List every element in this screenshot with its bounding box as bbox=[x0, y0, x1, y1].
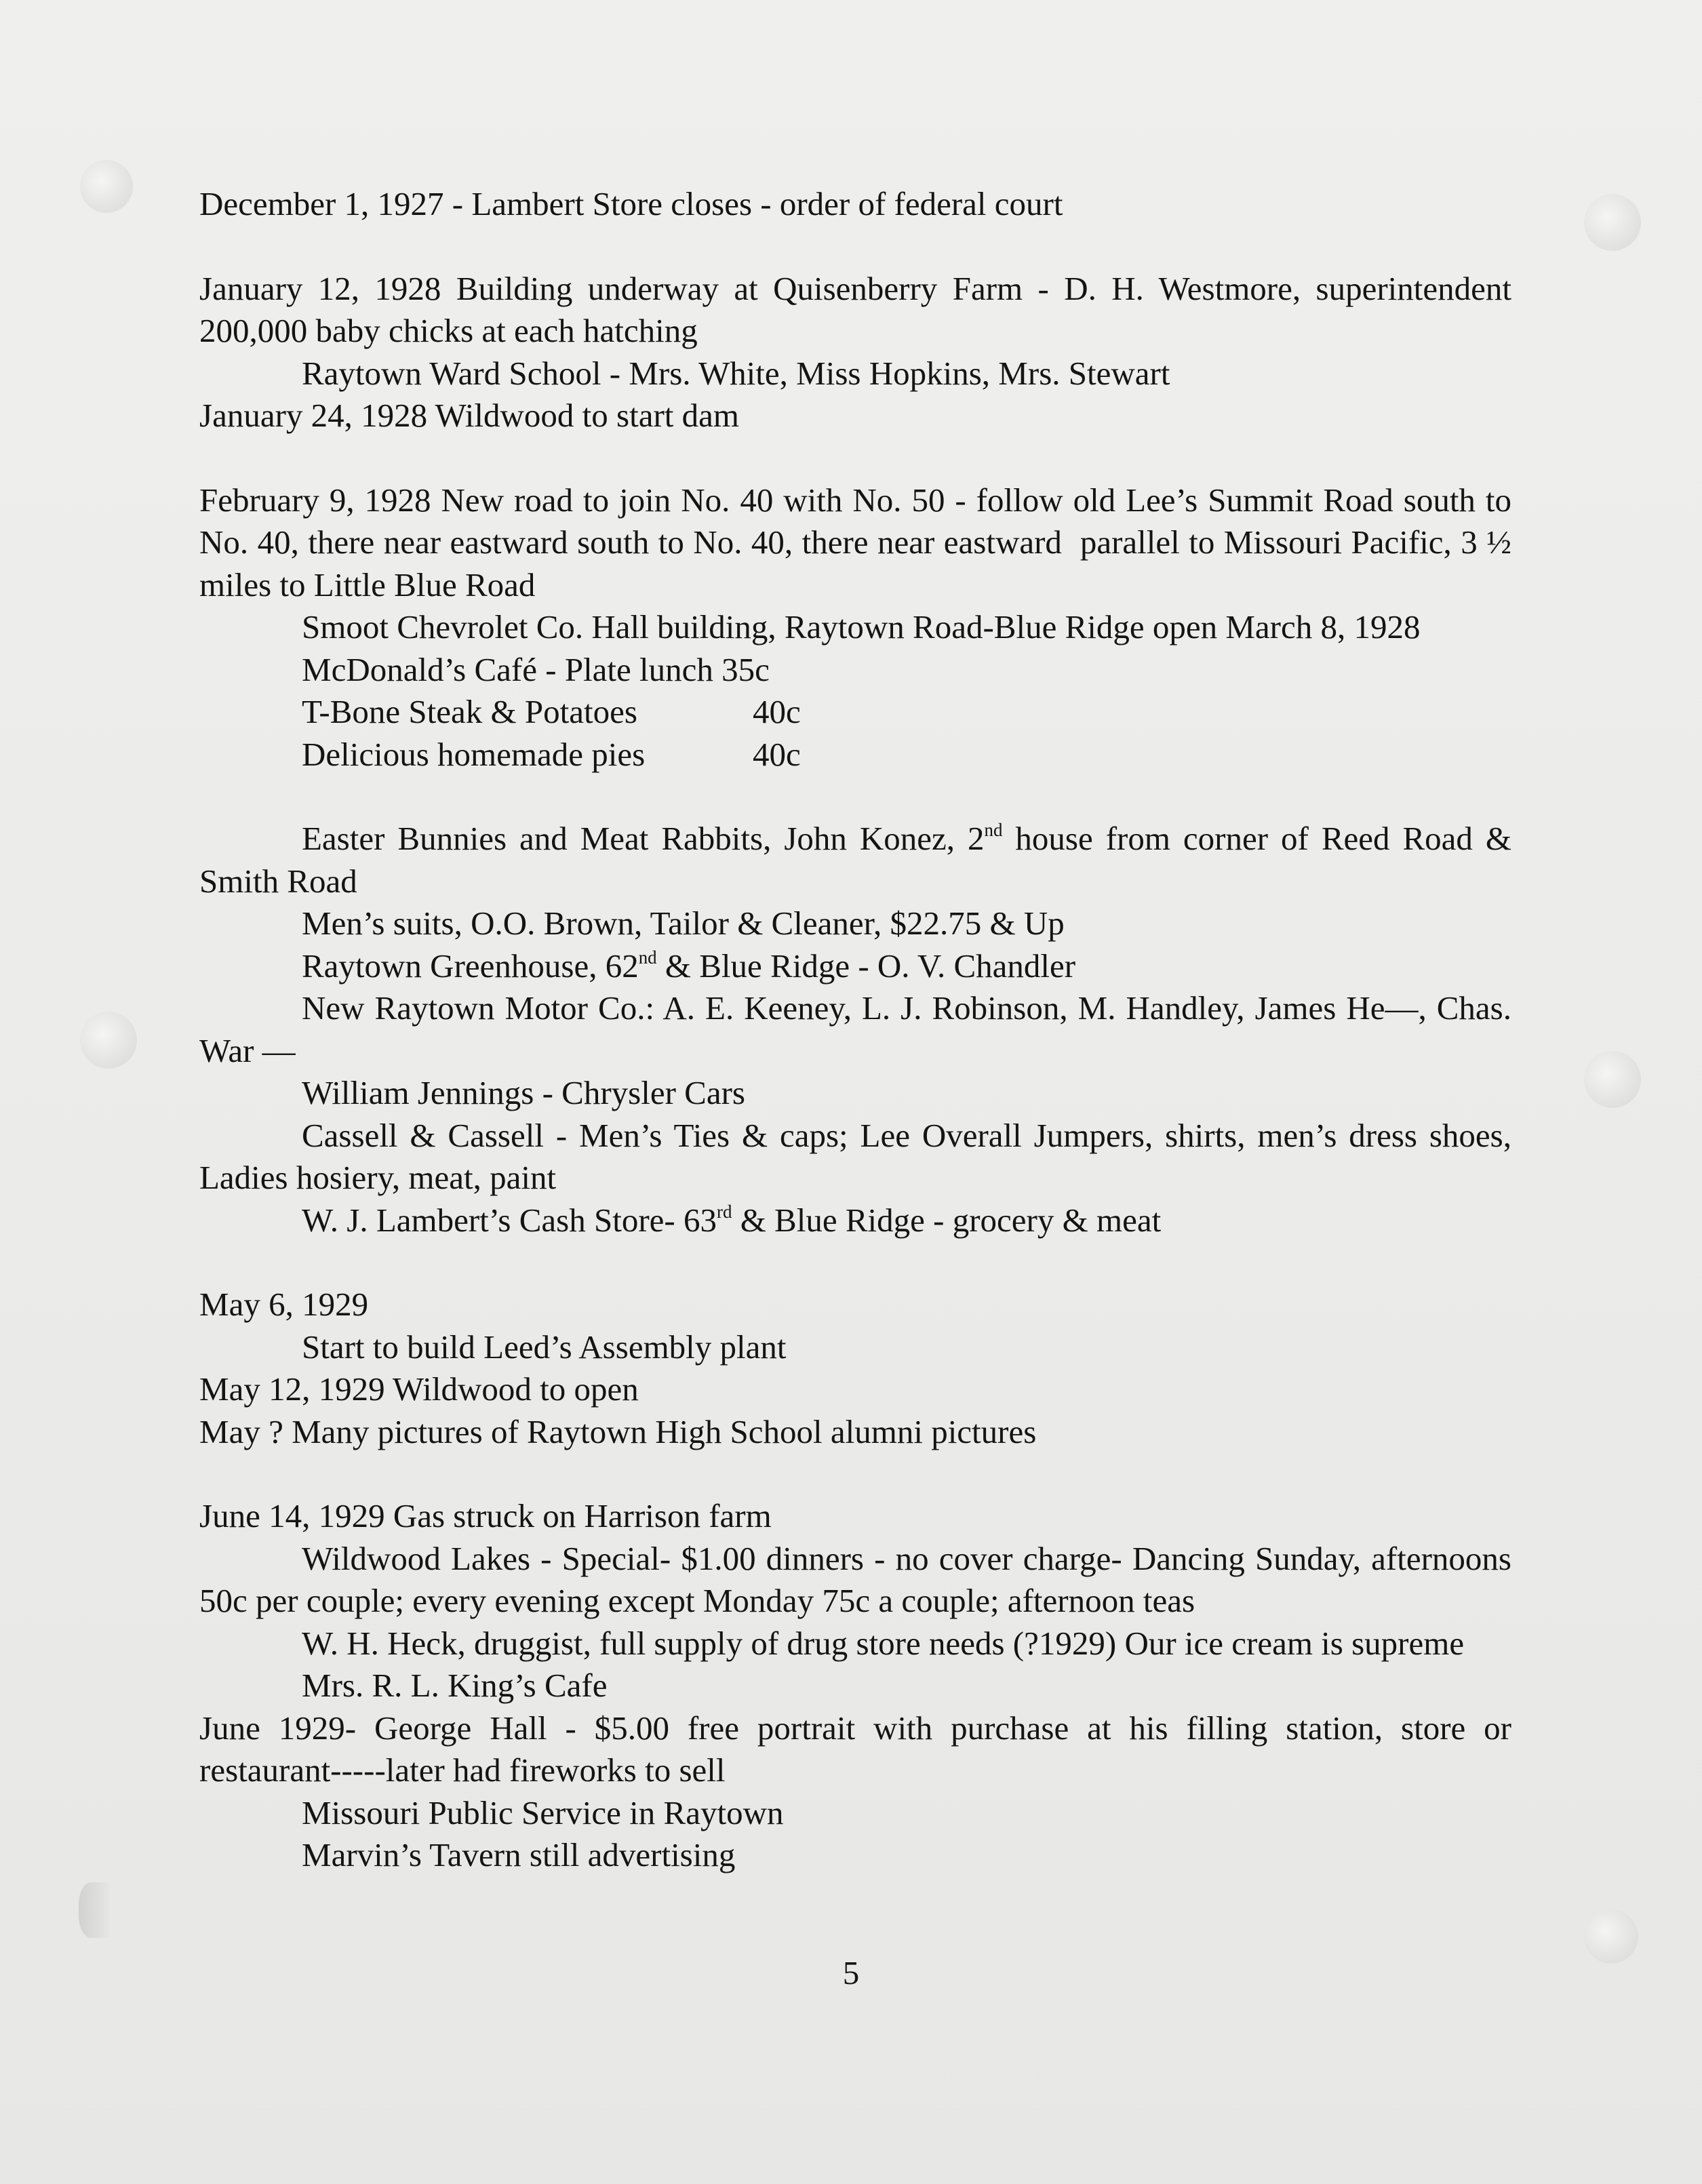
entry-jan12-1928: January 12, 1928 Building underway at Quisenberry Farm - D. H. Westmore, superintendent 200,000 baby chicks at each hatching bbox=[199, 269, 1520, 349]
menu-item: T-Bone Steak & Potatoes bbox=[302, 693, 637, 730]
entry-missouri-public-service: Missouri Public Service in Raytown bbox=[302, 1793, 784, 1831]
entry-raytown-ward-school: Raytown Ward School - Mrs. White, Miss Hopkins, Mrs. Stewart bbox=[302, 354, 1170, 392]
entry-wildwood-lakes: Wildwood Lakes - Special- $1.00 dinners - no cover charge- Dancing Sunday, afternoons 50c per couple; every evening except Monday 75c a couple; afternoon teas bbox=[199, 1539, 1520, 1619]
entry-raytown-motor-co: New Raytown Motor Co.: A. E. Keeney, L. J. Robinson, M. Handley, James He—, Chas. War — bbox=[199, 989, 1520, 1069]
menu-row bbox=[199, 691, 1511, 734]
menu-row bbox=[199, 734, 1511, 776]
entry-smoot-chevrolet: Smoot Chevrolet Co. Hall building, Raytown Road-Blue Ridge open March 8, 1928 bbox=[302, 608, 1421, 646]
entry-mcdonalds-cafe: McDonald’s Café - Plate lunch 35c bbox=[302, 650, 770, 688]
menu-price: 40c bbox=[753, 693, 801, 730]
document-body bbox=[199, 183, 1520, 1877]
entry-mens-suits: Men’s suits, O.O. Brown, Tailor & Cleaner, $22.75 & Up bbox=[302, 905, 1065, 942]
entry-raytown-greenhouse: Raytown Greenhouse, 62nd & Blue Ridge - O. V. Chandler bbox=[302, 947, 1076, 985]
entry-marvins-tavern: Marvin’s Tavern still advertising bbox=[302, 1836, 736, 1873]
entry-june14-1929: June 14, 1929 Gas struck on Harrison farm bbox=[199, 1497, 772, 1534]
punch-hole-top-left bbox=[80, 160, 133, 213]
punch-hole-middle-left bbox=[80, 1012, 137, 1069]
entry-feb9-1928: February 9, 1928 New road to join No. 40 with No. 50 - follow old Lee’s Summit Road south to No. 40, there near eastward south to No. 40, there near eastward parallel to Missouri Pacific, 3 ½ miles to Little Blue Road bbox=[199, 481, 1520, 603]
menu-price: 40c bbox=[753, 735, 801, 773]
entry-may-alumni: May ? Many pictures of Raytown High School alumni pictures bbox=[199, 1412, 1037, 1450]
entry-easter-bunnies: Easter Bunnies and Meat Rabbits, John Konez, 2nd house from corner of Reed Road & Smith Road bbox=[199, 819, 1520, 900]
punch-hole-bottom-left bbox=[79, 1882, 110, 1938]
entry-king-cafe: Mrs. R. L. King’s Cafe bbox=[302, 1667, 608, 1704]
entry-may6-1929: May 6, 1929 bbox=[199, 1286, 369, 1323]
entry-lambert-cash-store: W. J. Lambert’s Cash Store- 63rd & Blue Ridge - grocery & meat bbox=[302, 1201, 1162, 1239]
entry-heck-druggist: W. H. Heck, druggist, full supply of drug store needs (?1929) Our ice cream is supreme bbox=[302, 1624, 1465, 1662]
entry-jan24-1928: January 24, 1928 Wildwood to start dam bbox=[199, 397, 739, 434]
punch-hole-middle-right bbox=[1584, 1051, 1641, 1108]
punch-hole-top-right bbox=[1584, 194, 1641, 251]
entry-leeds-assembly: Start to build Leed’s Assembly plant bbox=[302, 1328, 787, 1366]
page-number: 5 bbox=[842, 1954, 860, 1991]
entry-cassell: Cassell & Cassell - Men’s Ties & caps; Lee Overall Jumpers, shirts, men’s dress shoes, Ladies hosiery, meat, paint bbox=[199, 1116, 1520, 1196]
entry-may12-1929: May 12, 1929 Wildwood to open bbox=[199, 1370, 639, 1408]
menu-item: Delicious homemade pies bbox=[302, 735, 646, 773]
entry-william-jennings: William Jennings - Chrysler Cars bbox=[302, 1074, 745, 1111]
entry-dec-1927: December 1, 1927 - Lambert Store closes - order of federal court bbox=[199, 185, 1063, 222]
entry-june-1929: June 1929- George Hall - $5.00 free portrait with purchase at his filling station, store or restaurant-----later had fireworks to sell bbox=[199, 1709, 1520, 1789]
